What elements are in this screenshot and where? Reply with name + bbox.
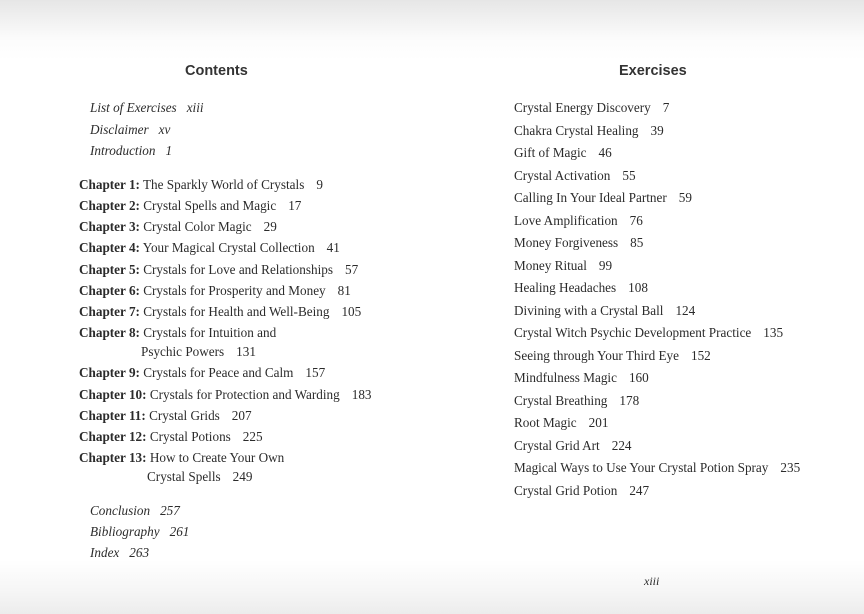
exercise-title: Money Ritual xyxy=(514,258,587,273)
exercise-page: 46 xyxy=(598,145,612,160)
exercise-title: Magical Ways to Use Your Crystal Potion Spray xyxy=(514,460,769,475)
toc-chapter-item xyxy=(79,219,277,235)
toc-entry-title: List of Exercises xyxy=(90,100,177,115)
toc-entry-title: Introduction xyxy=(90,143,156,158)
toc-chapter-item xyxy=(79,262,358,278)
chapter-label: Chapter 1: xyxy=(79,177,140,192)
toc-chapter-continuation xyxy=(141,344,256,360)
page-number: xiii xyxy=(644,574,660,588)
exercise-page: 108 xyxy=(628,280,648,295)
toc-chapter-item xyxy=(79,450,284,466)
exercise-item xyxy=(514,393,639,409)
chapter-title: Crystals for Protection and Warding xyxy=(149,387,340,402)
toc-chapter-item xyxy=(79,429,263,445)
exercise-item xyxy=(514,280,648,296)
toc-front-matter-item xyxy=(90,100,204,116)
exercise-page: 76 xyxy=(629,213,643,228)
exercise-page: 39 xyxy=(650,123,664,138)
exercise-page: 152 xyxy=(690,348,711,363)
exercise-page: 85 xyxy=(630,235,644,250)
exercise-item xyxy=(514,460,800,476)
exercise-title: Crystal Energy Discovery xyxy=(514,100,651,115)
exercises-heading: Exercises xyxy=(619,63,687,79)
chapter-title: Crystal Potions xyxy=(149,429,231,444)
exercise-page: 247 xyxy=(629,483,650,498)
chapter-page: 81 xyxy=(337,283,351,298)
chapter-page: 41 xyxy=(326,240,340,255)
toc-front-matter-item xyxy=(90,143,172,159)
exercise-title: Crystal Grid Potion xyxy=(514,483,618,498)
exercise-title: Crystal Grid Art xyxy=(514,438,600,453)
chapter-label: Chapter 10: xyxy=(79,387,147,402)
chapter-page: 249 xyxy=(232,469,253,484)
toc-chapter-item xyxy=(79,387,372,403)
exercise-item xyxy=(514,123,664,139)
chapter-label: Chapter 8: xyxy=(79,325,140,340)
toc-chapter-continuation xyxy=(147,469,252,485)
exercise-item xyxy=(514,168,636,184)
exercise-title: Crystal Witch Psychic Development Practice xyxy=(514,325,752,340)
exercise-title: Love Amplification xyxy=(514,213,618,228)
toc-entry-title: Disclaimer xyxy=(90,122,149,137)
exercise-page: 59 xyxy=(678,190,692,205)
exercise-page: 201 xyxy=(588,415,609,430)
chapter-title: Crystals for Prosperity and Money xyxy=(143,283,326,298)
exercise-page: 160 xyxy=(628,370,649,385)
chapter-page: 17 xyxy=(288,198,302,213)
chapter-title: Crystal Color Magic xyxy=(143,219,252,234)
chapter-label: Chapter 12: xyxy=(79,429,147,444)
exercise-page: 224 xyxy=(611,438,632,453)
chapter-page: 29 xyxy=(263,219,277,234)
toc-entry-title: Conclusion xyxy=(90,503,151,518)
exercise-title: Chakra Crystal Healing xyxy=(514,123,639,138)
exercise-title: Divining with a Crystal Ball xyxy=(514,303,664,318)
chapter-page: 183 xyxy=(351,387,372,402)
chapter-title-continuation: Crystal Spells xyxy=(147,469,221,484)
toc-entry-title: Index xyxy=(90,545,120,560)
exercise-item xyxy=(514,370,649,386)
exercise-item xyxy=(514,145,612,161)
chapter-label: Chapter 13: xyxy=(79,450,147,465)
chapter-page: 9 xyxy=(316,177,323,192)
chapter-title: Crystal Grids xyxy=(149,408,220,423)
toc-entry-page: 257 xyxy=(160,503,180,518)
chapter-title: Crystal Spells and Magic xyxy=(143,198,277,213)
chapter-label: Chapter 2: xyxy=(79,198,140,213)
toc-back-matter-item xyxy=(90,503,180,519)
exercise-title: Healing Headaches xyxy=(514,280,617,295)
exercise-title: Mindfulness Magic xyxy=(514,370,617,385)
chapter-page: 207 xyxy=(231,408,252,423)
toc-entry-page: 263 xyxy=(129,545,150,560)
toc-entry-page: 261 xyxy=(169,524,190,539)
toc-chapter-item xyxy=(79,325,276,341)
exercise-page: 7 xyxy=(662,100,670,115)
exercise-title: Gift of Magic xyxy=(514,145,587,160)
exercise-page: 124 xyxy=(675,303,696,318)
toc-back-matter-item xyxy=(90,524,189,540)
exercise-page: 99 xyxy=(598,258,613,273)
chapter-title: Your Magical Crystal Collection xyxy=(142,240,315,255)
exercise-page: 235 xyxy=(780,460,801,475)
exercise-page: 178 xyxy=(619,393,640,408)
toc-chapter-item xyxy=(79,304,361,320)
toc-entry-title: Bibliography xyxy=(90,524,160,539)
chapter-title: How to Create Your Own xyxy=(149,450,285,465)
exercise-item xyxy=(514,258,612,274)
toc-entry-page: 1 xyxy=(165,143,173,158)
chapter-title: Crystals for Peace and Calm xyxy=(143,365,294,380)
exercise-item xyxy=(514,438,632,454)
chapter-title: The Sparkly World of Crystals xyxy=(143,177,305,192)
chapter-label: Chapter 5: xyxy=(79,262,140,277)
toc-chapter-item xyxy=(79,198,301,214)
chapter-page: 105 xyxy=(341,304,362,319)
exercise-page: 135 xyxy=(763,325,784,340)
toc-front-matter-item xyxy=(90,122,170,138)
toc-back-matter-item xyxy=(90,545,149,561)
chapter-label: Chapter 9: xyxy=(79,365,140,380)
chapter-page: 131 xyxy=(236,344,256,359)
toc-entry-page: xiii xyxy=(186,100,204,115)
chapter-label: Chapter 6: xyxy=(79,283,140,298)
exercise-item xyxy=(514,303,695,319)
chapter-label: Chapter 7: xyxy=(79,304,140,319)
toc-chapter-item xyxy=(79,365,325,381)
chapter-page: 57 xyxy=(344,262,359,277)
exercise-item xyxy=(514,325,783,341)
exercise-item xyxy=(514,213,643,229)
exercise-title: Money Forgiveness xyxy=(514,235,619,250)
toc-chapter-item xyxy=(79,177,323,193)
chapter-label: Chapter 11: xyxy=(79,408,146,423)
exercise-item xyxy=(514,235,643,251)
exercise-title: Root Magic xyxy=(514,415,577,430)
exercise-item xyxy=(514,415,608,431)
exercise-title: Seeing through Your Third Eye xyxy=(514,348,679,363)
toc-entry-page: xv xyxy=(158,122,171,137)
chapter-label: Chapter 3: xyxy=(79,219,140,234)
chapter-title: Crystals for Love and Relationships xyxy=(143,262,333,277)
exercise-title: Calling In Your Ideal Partner xyxy=(514,190,667,205)
toc-chapter-item xyxy=(79,283,351,299)
chapter-label: Chapter 4: xyxy=(79,240,140,255)
exercise-page: 55 xyxy=(622,168,636,183)
exercise-title: Crystal Breathing xyxy=(514,393,608,408)
exercise-title: Crystal Activation xyxy=(514,168,611,183)
exercise-item xyxy=(514,190,692,206)
chapter-title-continuation: Psychic Powers xyxy=(141,344,225,359)
chapter-title: Crystals for Health and Well-Being xyxy=(143,304,330,319)
toc-chapter-item xyxy=(79,408,252,424)
chapter-page: 225 xyxy=(242,429,263,444)
chapter-page: 157 xyxy=(305,365,326,380)
exercise-item xyxy=(514,100,669,116)
exercise-item xyxy=(514,348,711,364)
toc-chapter-item xyxy=(79,240,340,256)
chapter-title: Crystals for Intuition and xyxy=(143,325,277,340)
contents-heading: Contents xyxy=(185,63,248,79)
exercise-item xyxy=(514,483,649,499)
